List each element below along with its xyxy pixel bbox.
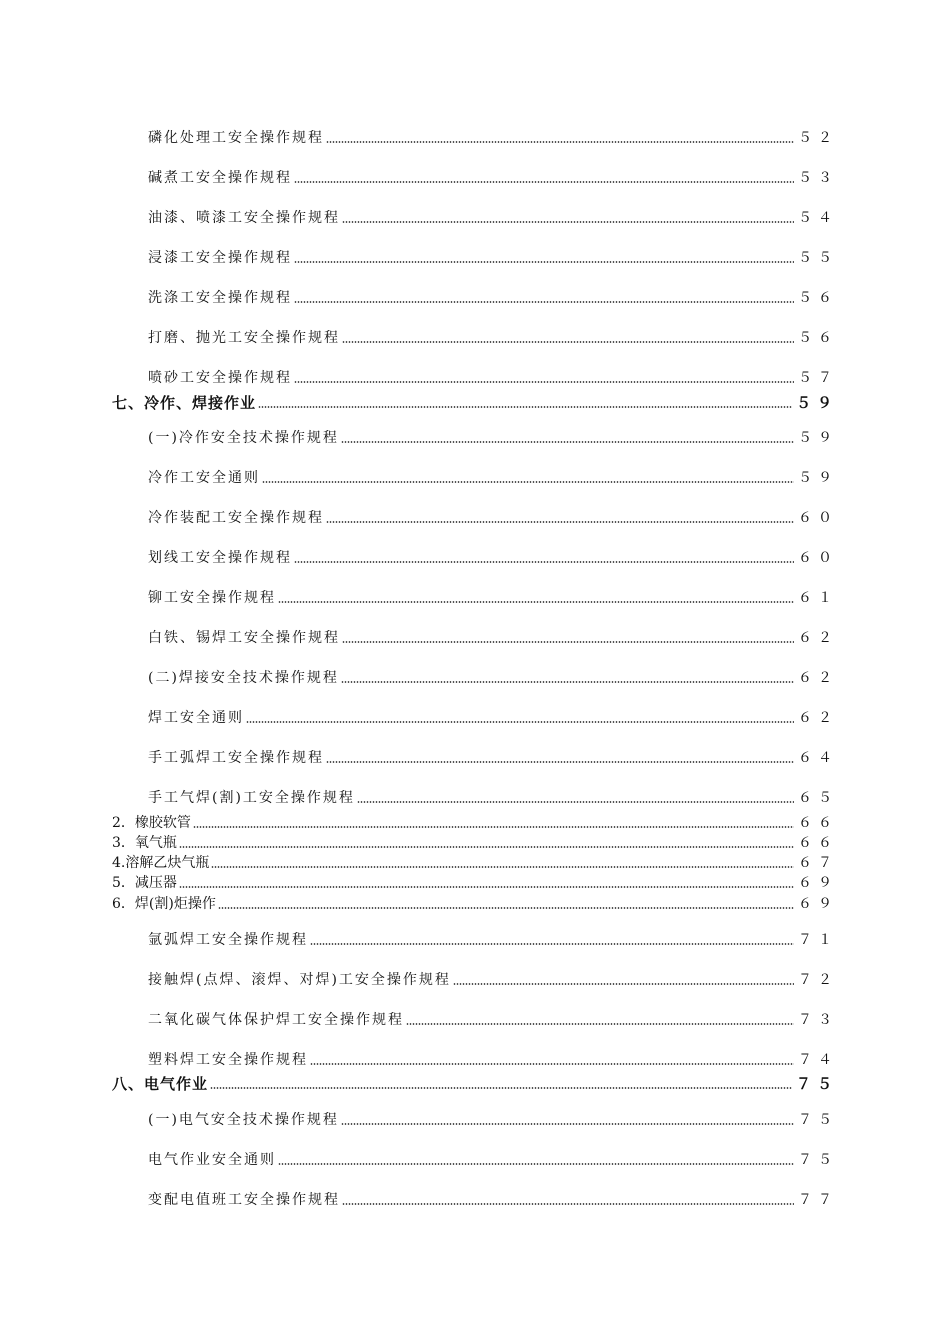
toc-entry-page: ５３ bbox=[798, 170, 838, 186]
toc-entry bbox=[148, 971, 838, 989]
toc-entry-page: ６７ bbox=[798, 855, 838, 871]
toc-leader-dots bbox=[294, 380, 794, 384]
toc-entry-page: ６６ bbox=[798, 815, 838, 831]
toc-entry bbox=[112, 874, 838, 892]
toc-leader-dots bbox=[210, 1086, 792, 1090]
toc-entry-page: ５５ bbox=[798, 250, 838, 266]
toc-entry-page: ７４ bbox=[798, 1052, 838, 1068]
toc-entry bbox=[148, 289, 838, 307]
toc-leader-dots bbox=[357, 800, 794, 804]
toc-entry bbox=[148, 669, 838, 687]
toc-entry bbox=[148, 931, 838, 949]
toc-leader-dots bbox=[342, 340, 794, 344]
toc-entry bbox=[148, 549, 838, 567]
toc-entry-title: 冷作工安全通则 bbox=[148, 470, 260, 486]
toc-entry bbox=[148, 1051, 838, 1069]
toc-entry-title: 焊工安全通则 bbox=[148, 710, 244, 726]
toc-entry-title: 八、电气作业 bbox=[112, 1075, 209, 1093]
toc-entry-title: 电气作业安全通则 bbox=[148, 1152, 276, 1168]
toc-entry-title: 油漆、喷漆工安全操作规程 bbox=[148, 210, 340, 226]
toc-entry bbox=[112, 854, 838, 872]
toc-leader-dots bbox=[294, 180, 794, 184]
toc-entry-page: ６０ bbox=[798, 550, 838, 566]
toc-leader-dots bbox=[278, 1162, 794, 1166]
toc-entry bbox=[148, 429, 838, 447]
toc-entry-title: 接触焊(点焊、滚焊、对焊)工安全操作规程 bbox=[148, 972, 451, 988]
toc-entry-title: 七、冷作、焊接作业 bbox=[112, 394, 257, 412]
toc-entry bbox=[148, 749, 838, 767]
toc-leader-dots bbox=[294, 560, 794, 564]
toc-entry-page: ５６ bbox=[798, 290, 838, 306]
toc-leader-dots bbox=[326, 520, 794, 524]
toc-entry-title: 手工气焊(割)工安全操作规程 bbox=[148, 790, 355, 806]
toc-entry-page: ６１ bbox=[798, 590, 838, 606]
toc-entry-page: ６４ bbox=[798, 750, 838, 766]
toc-entry-title: 铆工安全操作规程 bbox=[148, 590, 276, 606]
toc-leader-dots bbox=[218, 906, 794, 910]
toc-entry bbox=[148, 329, 838, 347]
toc-entry-page: ５９ bbox=[798, 430, 838, 446]
toc-entry bbox=[112, 814, 838, 832]
toc-entry-title: (一)电气安全技术操作规程 bbox=[148, 1112, 339, 1128]
toc-leader-dots bbox=[326, 760, 794, 764]
toc-leader-dots bbox=[342, 640, 794, 644]
toc-leader-dots bbox=[246, 720, 794, 724]
toc-entry bbox=[148, 129, 838, 147]
toc-entry bbox=[148, 1151, 838, 1169]
toc-entry-page: ６６ bbox=[798, 835, 838, 851]
toc-entry-title: (二)焊接安全技术操作规程 bbox=[148, 670, 339, 686]
toc-entry bbox=[148, 789, 838, 807]
toc-entry-page: ７５ bbox=[798, 1152, 838, 1168]
toc-entry bbox=[148, 1111, 838, 1129]
toc-entry-page: ５２ bbox=[798, 130, 838, 146]
toc-entry-page: ５９ bbox=[795, 394, 838, 412]
toc-entry-page: ６９ bbox=[798, 875, 838, 891]
toc-entry-page: ７１ bbox=[798, 932, 838, 948]
toc-entry-page: ６２ bbox=[798, 670, 838, 686]
toc-entry-title: (一)冷作安全技术操作规程 bbox=[148, 430, 339, 446]
toc-entry-title: 5．减压器 bbox=[112, 875, 177, 891]
toc-leader-dots bbox=[278, 600, 794, 604]
toc-entry-page: ６０ bbox=[798, 510, 838, 526]
toc-leader-dots bbox=[342, 1202, 794, 1206]
toc-entry bbox=[148, 169, 838, 187]
toc-entry bbox=[148, 1191, 838, 1209]
toc-entry-title: 3．氧气瓶 bbox=[112, 835, 177, 851]
toc-entry bbox=[112, 895, 838, 913]
toc-leader-dots bbox=[294, 300, 794, 304]
toc-entry-title: 4.溶解乙炔气瓶 bbox=[112, 855, 210, 871]
toc-leader-dots bbox=[310, 1062, 794, 1066]
toc-entry bbox=[148, 469, 838, 487]
toc-leader-dots bbox=[179, 885, 794, 889]
toc-entry bbox=[148, 369, 838, 387]
toc-entry bbox=[148, 209, 838, 227]
toc-entry bbox=[148, 629, 838, 647]
toc-entry-page: ５６ bbox=[798, 330, 838, 346]
toc-entry-page: ５９ bbox=[798, 470, 838, 486]
toc-entry-title: 碱煮工安全操作规程 bbox=[148, 170, 292, 186]
toc-entry-title: 二氧化碳气体保护焊工安全操作规程 bbox=[148, 1012, 404, 1028]
toc-entry-page: ７２ bbox=[798, 972, 838, 988]
toc-entry bbox=[112, 834, 838, 852]
toc-entry-title: 磷化处理工安全操作规程 bbox=[148, 130, 324, 146]
toc-leader-dots bbox=[310, 942, 794, 946]
toc-entry-page: ７３ bbox=[798, 1012, 838, 1028]
toc-leader-dots bbox=[326, 140, 794, 144]
toc-entry-page: ６２ bbox=[798, 630, 838, 646]
toc-entry-title: 氩弧焊工安全操作规程 bbox=[148, 932, 308, 948]
toc-entry-title: 2．橡胶软管 bbox=[112, 815, 191, 831]
toc-section-heading bbox=[112, 394, 838, 412]
toc-entry-page: ６２ bbox=[798, 710, 838, 726]
toc-leader-dots bbox=[341, 440, 794, 444]
toc-leader-dots bbox=[258, 405, 792, 409]
toc-entry-page: ５７ bbox=[798, 370, 838, 386]
toc-section-heading bbox=[112, 1075, 838, 1093]
toc-entry bbox=[148, 249, 838, 267]
toc-leader-dots bbox=[211, 865, 794, 869]
toc-entry-title: 打磨、抛光工安全操作规程 bbox=[148, 330, 340, 346]
toc-entry bbox=[148, 709, 838, 727]
toc-leader-dots bbox=[453, 982, 794, 986]
toc-entry-title: 变配电值班工安全操作规程 bbox=[148, 1192, 340, 1208]
toc-entry-page: ７５ bbox=[795, 1075, 838, 1093]
toc-leader-dots bbox=[262, 480, 794, 484]
toc-leader-dots bbox=[342, 220, 794, 224]
toc-entry-title: 白铁、锡焊工安全操作规程 bbox=[148, 630, 340, 646]
toc-entry-page: ５４ bbox=[798, 210, 838, 226]
toc-entry-page: ７５ bbox=[798, 1112, 838, 1128]
toc-entry bbox=[148, 589, 838, 607]
toc-entry-title: 划线工安全操作规程 bbox=[148, 550, 292, 566]
toc-leader-dots bbox=[179, 845, 794, 849]
toc-entry bbox=[148, 509, 838, 527]
toc-leader-dots bbox=[294, 260, 794, 264]
toc-entry-page: ６９ bbox=[798, 896, 838, 912]
toc-leader-dots bbox=[341, 1122, 794, 1126]
toc-entry-title: 浸漆工安全操作规程 bbox=[148, 250, 292, 266]
toc-entry-title: 6．焊(割)炬操作 bbox=[112, 896, 216, 912]
toc-entry-page: ７７ bbox=[798, 1192, 838, 1208]
toc-entry-title: 洗涤工安全操作规程 bbox=[148, 290, 292, 306]
toc-entry-title: 喷砂工安全操作规程 bbox=[148, 370, 292, 386]
toc-entry-title: 手工弧焊工安全操作规程 bbox=[148, 750, 324, 766]
toc-entry bbox=[148, 1011, 838, 1029]
toc-leader-dots bbox=[193, 825, 794, 829]
toc-entry-title: 塑料焊工安全操作规程 bbox=[148, 1052, 308, 1068]
toc-entry-page: ６５ bbox=[798, 790, 838, 806]
toc-leader-dots bbox=[341, 680, 794, 684]
toc-leader-dots bbox=[406, 1022, 794, 1026]
toc-entry-title: 冷作装配工安全操作规程 bbox=[148, 510, 324, 526]
